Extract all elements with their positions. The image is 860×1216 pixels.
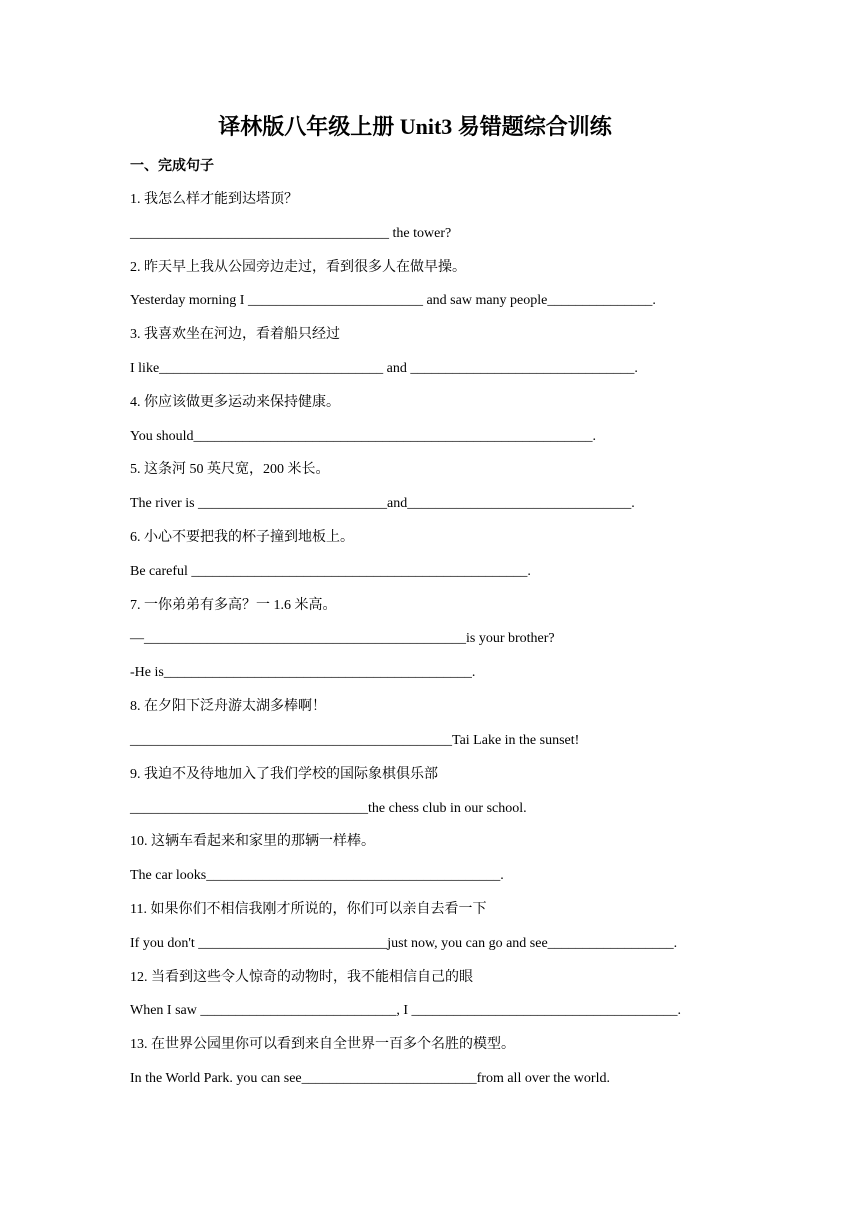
question-5-prompt: 5. 这条河 50 英尺宽，200 米长。 [130,462,330,477]
question-3-prompt: 3. 我喜欢坐在河边，看着船只经过 [130,327,340,342]
section-heading: 一、完成句子 [130,159,214,174]
question-8-answer-line: ______________________________________________Tai Lake in the sunset! [130,733,580,748]
question-5-answer-line: The river is ___________________________and________________________________. [130,496,635,511]
question-11-prompt: 11. 如果你们不相信我刚才所说的，你们可以亲自去看一下 [130,902,487,917]
question-7-prompt: 7. 一你弟弟有多高？一 1.6 米高。 [130,598,337,613]
question-11-answer-line: If you don't ___________________________just now, you can go and see__________________. [130,936,678,951]
question-1-answer-line: _____________________________________ the tower? [130,226,452,241]
question-6-answer-line: Be careful ________________________________________________. [130,564,531,579]
question-6-prompt: 6. 小心不要把我的杯子撞到地板上。 [130,530,354,545]
question-10-prompt: 10. 这辆车看起来和家里的那辆一样棒。 [130,834,375,849]
question-4-answer-line: You should_________________________________________________________. [130,429,597,444]
question-1-prompt: 1. 我怎么样才能到达塔顶？ [130,192,298,207]
question-3-answer-line: I like________________________________ and ________________________________. [130,361,638,376]
question-12-answer-line: When I saw ____________________________, I ______________________________________. [130,1003,682,1018]
question-4-prompt: 4. 你应该做更多运动来保持健康。 [130,395,340,410]
question-9-answer-line: __________________________________the chess club in our school. [130,801,527,816]
question-10-answer-line: The car looks__________________________________________. [130,868,504,883]
question-12-prompt: 12. 当看到这些令人惊奇的动物时，我不能相信自己的眼 [130,970,473,985]
question-7-answer-line-2: -He is____________________________________________. [130,665,476,680]
question-7-answer-line-1: —______________________________________________is your brother? [130,631,555,646]
question-8-prompt: 8. 在夕阳下泛舟游太湖多棒啊！ [130,699,326,714]
page-title: 译林版八年级上册 Unit3 易错题综合训练 [218,114,612,139]
question-13-prompt: 13. 在世界公园里你可以看到来自全世界一百多个名胜的模型。 [130,1037,515,1052]
question-9-prompt: 9. 我迫不及待地加入了我们学校的国际象棋俱乐部 [130,767,438,782]
question-13-answer-line: In the World Park. you can see_________________________from all over the world. [130,1071,610,1086]
question-2-prompt: 2. 昨天早上我从公园旁边走过，看到很多人在做早操。 [130,260,466,275]
question-2-answer-line: Yesterday morning I _________________________ and saw many people_______________. [130,293,656,308]
